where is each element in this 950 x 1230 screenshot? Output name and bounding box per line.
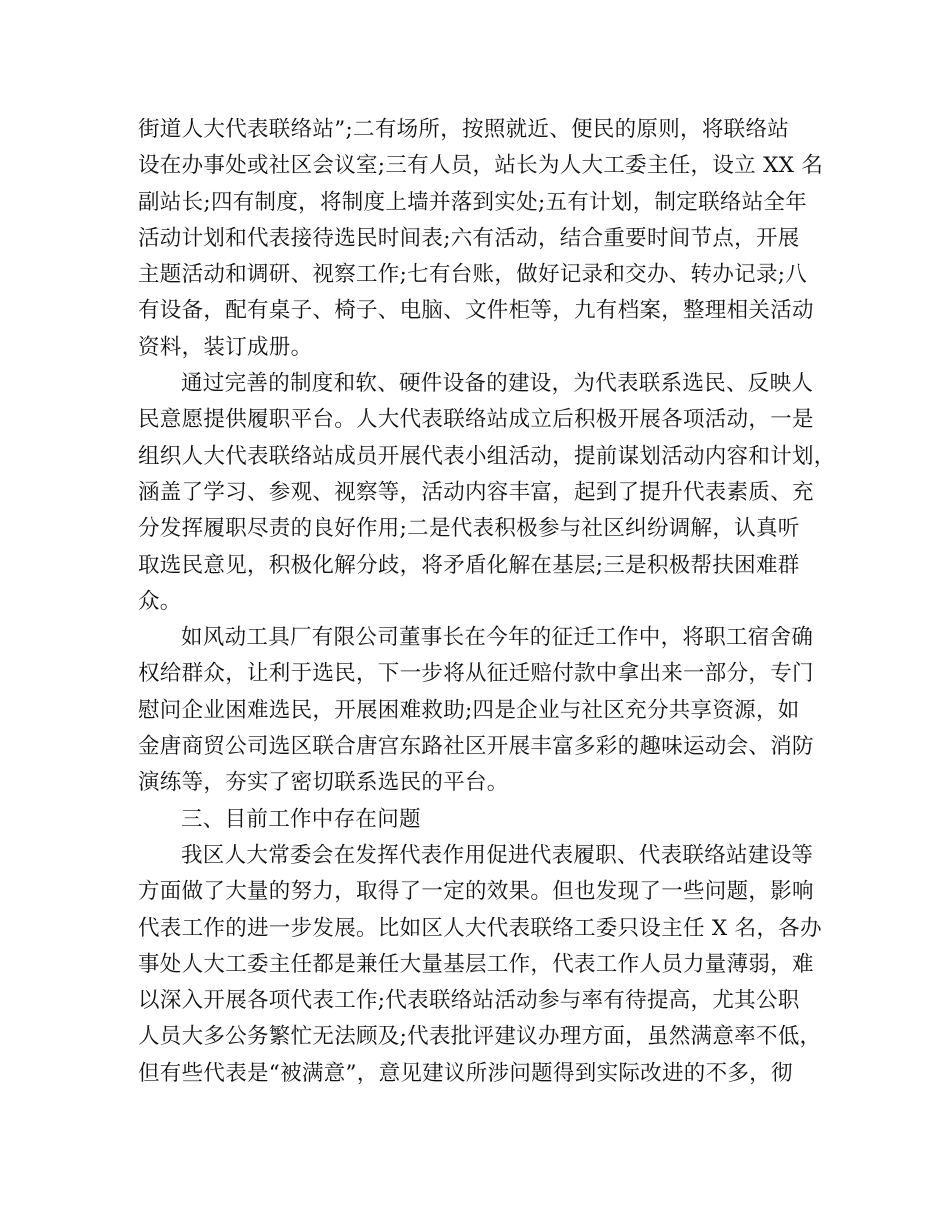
text-line: 金唐商贸公司选区联合唐宫东路社区开展丰富多彩的趣味运动会、消防 [138, 734, 814, 760]
text-line: 民意愿提供履职平台。人大代表联络站成立后积极开展各项活动，一是 [138, 407, 814, 433]
text-line: 资料，装订成册。 [138, 334, 313, 360]
text-line: 设在办事处或社区会议室;三有人员，站长为人大工委主任，设立 XX 名 [138, 153, 824, 179]
paragraph-5 [138, 838, 822, 1092]
section-heading [138, 802, 814, 838]
text-line: 取选民意见，积极化解分歧，将矛盾化解在基层;三是积极帮扶困难群 [138, 552, 800, 578]
text-line: 主题活动和调研、视察工作;七有台账，做好记录和交办、转办记录;八 [138, 262, 808, 288]
paragraph-3 [138, 620, 814, 801]
text-line: 涵盖了学习、参观、视察等，活动内容丰富，起到了提升代表素质、充 [138, 479, 814, 505]
text-line: 副站长;四有制度，将制度上墙并落到实处;五有计划，制定联络站全年 [138, 189, 808, 215]
text-line: 人员大多公务繁忙无法顾及;代表批评建议办理方面，虽然满意率不低， [138, 1024, 822, 1050]
text-line: 慰问企业困难选民，开展困难救助;四是企业与社区充分共享资源，如 [138, 697, 800, 723]
text-line: 事处人大工委主任都是兼任大量基层工作，代表工作人员力量薄弱，难 [138, 951, 814, 977]
text-line: 组织人大代表联络站成员开展代表小组活动，提前谋划活动内容和计划， [138, 443, 836, 469]
text-line: 权给群众，让利于选民，下一步将从征迁赔付款中拿出来一部分，专门 [138, 661, 814, 687]
text-line: 但有些代表是“被满意”，意见建议所涉问题得到实际改进的不多，彻 [138, 1060, 793, 1086]
text-line: 代表工作的进一步发展。比如区人大代表联络工委只设主任 X 名，各办 [138, 915, 822, 941]
paragraph-1 [138, 112, 824, 366]
text-line: 如风动工具厂有限公司董事长在今年的征迁工作中，将职工宿舍确 [181, 625, 814, 651]
text-line: 方面做了大量的努力，取得了一定的效果。但也发现了一些问题，影响 [138, 879, 814, 905]
text-line: 通过完善的制度和软、硬件设备的建设，为代表联系选民、反映人 [181, 371, 814, 397]
text-line: 有设备，配有桌子、椅子、电脑、文件柜等，九有档案，整理相关活动 [138, 298, 814, 324]
paragraph-2 [138, 366, 836, 620]
text-line: 我区人大常委会在发挥代表作用促进代表履职、代表联络站建设等 [181, 842, 814, 868]
heading-line: 三、目前工作中存在问题 [181, 806, 421, 832]
text-line: 分发挥履职尽责的良好作用;二是代表积极参与社区纠纷调解，认真听 [138, 516, 800, 542]
document-page [138, 112, 836, 1092]
text-line: 街道人大代表联络站”;二有场所，按照就近、便民的原则，将联络站 [138, 117, 790, 142]
text-line: 众。 [138, 588, 182, 614]
text-line: 以深入开展各项代表工作;代表联络站活动参与率有待提高，尤其公职 [138, 988, 800, 1014]
text-line: 活动计划和代表接待选民时间表;六有活动，结合重要时间节点，开展 [138, 225, 800, 251]
text-line: 演练等，夯实了密切联系选民的平台。 [138, 770, 509, 796]
